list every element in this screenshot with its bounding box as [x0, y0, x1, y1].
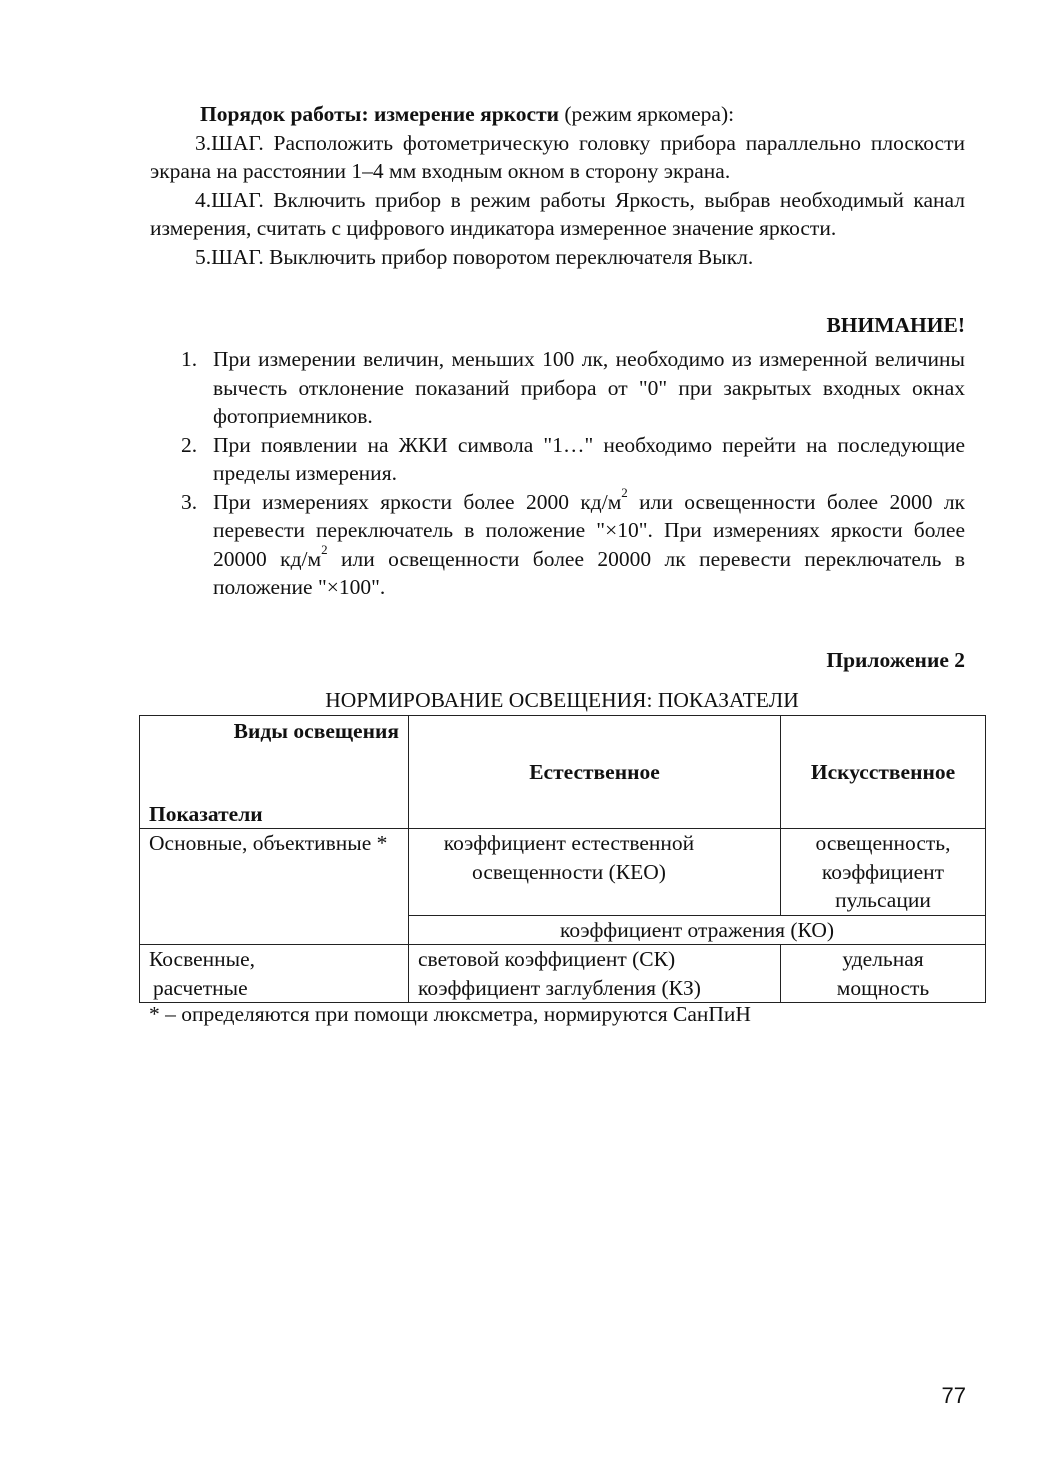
table-row — [140, 945, 986, 1003]
row-indirect-artificial-line: мощность — [836, 975, 930, 1000]
attention-item-text: При появлении на ЖКИ символа "1…" необходимо перейти на последующие пределы измерения. — [213, 432, 965, 485]
table-footnote: * – определяются при помощи люксметра, нормируются СанПиН — [149, 1002, 751, 1026]
superscript: 2 — [621, 485, 628, 501]
superscript: 2 — [321, 542, 328, 558]
attention-item-text: или освещенности более 20000 лк перевести переключатель в положение "×100". — [213, 546, 965, 599]
row-indirect-natural-line: коэффициент заглубления (КЗ) — [418, 975, 701, 1000]
header-lighting-types: Виды освещения — [233, 719, 399, 743]
row-basic-artificial: освещенность, коэффициент пульсации — [781, 829, 986, 916]
header-indicators: Показатели — [149, 801, 263, 826]
step-4: 4.ШАГ. Включить прибор в режим работы Яркость, выбрав необходимый канал измерения, считать с цифрового индикатора измеренное значение яркости. — [150, 187, 965, 240]
attention-item-number: 2. — [181, 432, 198, 457]
attention-item-number: 1. — [181, 347, 198, 371]
page-number: 77 — [941, 1383, 966, 1408]
attention-item-3 — [150, 485, 965, 602]
row-indirect-label — [140, 945, 409, 1003]
table-header-row — [140, 716, 986, 829]
norms-table — [139, 715, 986, 1003]
row-basic-label: Основные, объективные * — [140, 829, 409, 945]
step-3: 3.ШАГ. Расположить фотометрическую головку прибора параллельно плоскости экрана на расстоянии 1–4 мм входным окном в сторону экрана. — [150, 130, 965, 183]
attention-item-1 — [150, 345, 965, 431]
row-indirect-natural — [409, 945, 781, 1003]
procedure-title — [150, 100, 965, 129]
attention-list — [150, 345, 965, 602]
attention-title: ВНИМАНИЕ! — [826, 313, 965, 337]
row-reflection: коэффициент отражения (КО) — [409, 915, 986, 945]
row-indirect-natural-line: световой коэффициент (СК) — [418, 947, 676, 971]
header-diagonal-cell — [140, 716, 409, 829]
step-5: 5.ШАГ. Выключить прибор поворотом переключателя Выкл. — [195, 244, 754, 269]
table-row — [140, 829, 986, 916]
attention-item-text: или освещенности более 2000 лк перевести переключатель в положение "×10". При измерениях яркости более 20000 кд/м — [213, 489, 965, 571]
row-basic-natural: коэффициент естественной освещенности (КЕО) — [409, 829, 781, 916]
header-natural: Естественное — [409, 716, 781, 829]
attention-item-text: При измерениях яркости более 2000 кд/м — [213, 489, 622, 514]
row-indirect-artificial-line: удельная — [842, 947, 924, 971]
row-indirect-label-line: расчетные — [153, 975, 248, 1000]
attention-item-2 — [150, 431, 965, 488]
attention-item-text: При измерении величин, меньших 100 лк, необходимо из измеренной величины вычесть отклонение показаний прибора от "0" при закрытых входных окнах фотоприемников. — [213, 347, 965, 428]
procedure-title-bold: Порядок работы: измерение яркости — [200, 102, 560, 126]
header-artificial: Искусственное — [781, 716, 986, 829]
procedure-section — [150, 100, 965, 271]
appendix-label: Приложение 2 — [826, 648, 965, 672]
row-indirect-label-line: Косвенные, — [149, 947, 256, 971]
row-indirect-artificial — [781, 945, 986, 1003]
table-title: НОРМИРОВАНИЕ ОСВЕЩЕНИЯ: ПОКАЗАТЕЛИ — [325, 688, 799, 712]
attention-item-number: 3. — [181, 489, 198, 514]
procedure-title-rest: (режим яркомера): — [559, 102, 735, 126]
